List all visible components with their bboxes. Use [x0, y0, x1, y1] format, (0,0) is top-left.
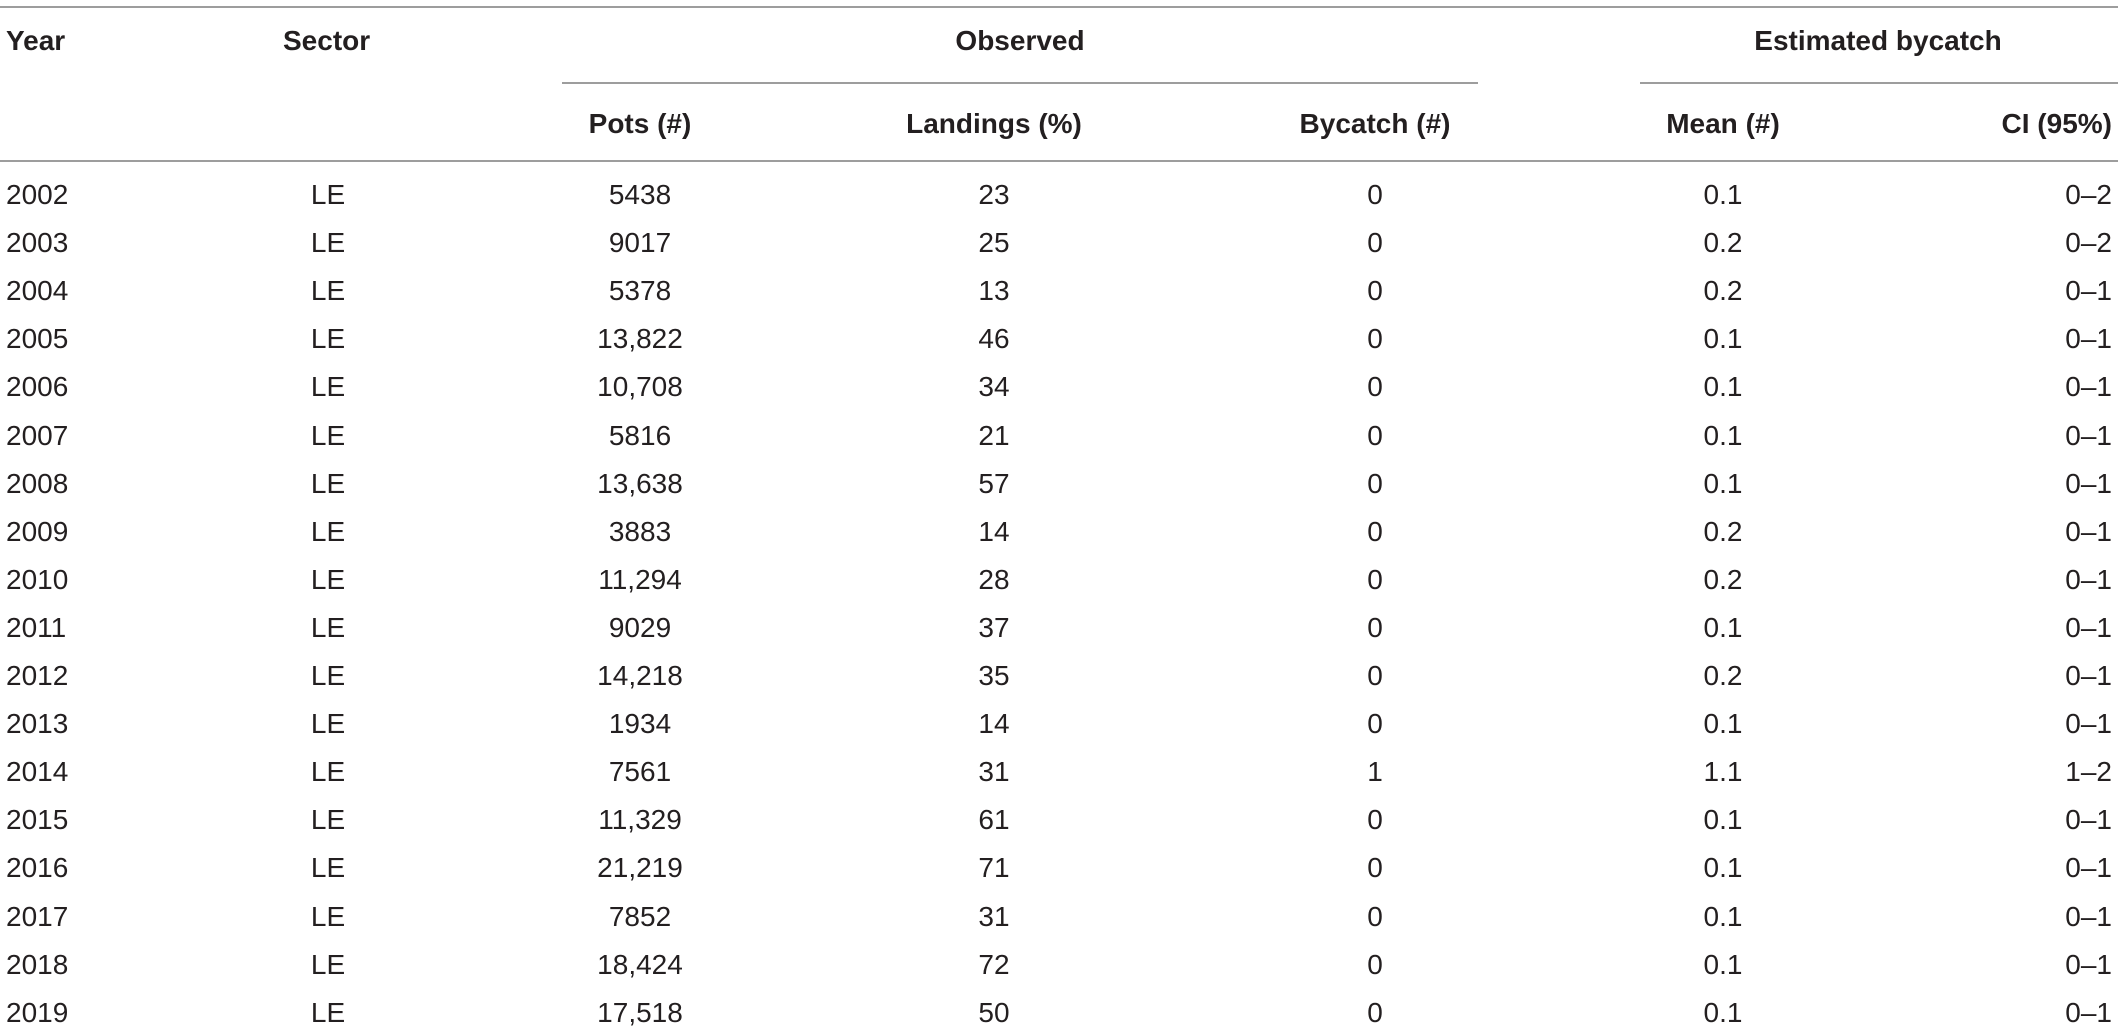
cell-year: 2005 [6, 323, 69, 355]
cell-ci: 0–1 [2065, 804, 2112, 836]
cell-sector: LE [310, 660, 346, 691]
cell-bycatch: 0 [1367, 563, 1383, 595]
cell-landings: 25 [978, 227, 1010, 259]
cell-year: 2012 [6, 660, 69, 691]
cell-pots: 13,822 [597, 323, 683, 355]
header-landings: Landings (%) [906, 108, 1082, 139]
header-pots: Pots (#) [588, 108, 692, 139]
cell-mean: 0.1 [1703, 900, 1743, 932]
cell-year: 2002 [6, 179, 69, 210]
top-rule [0, 6, 2118, 8]
cell-mean: 0.1 [1703, 708, 1743, 740]
cell-bycatch: 1 [1367, 756, 1383, 788]
cell-landings: 61 [978, 804, 1010, 836]
cell-year: 2009 [6, 515, 69, 547]
cell-landings: 46 [978, 323, 1010, 355]
cell-mean: 0.1 [1703, 996, 1743, 1028]
cell-sector: LE [310, 804, 346, 836]
cell-sector: LE [310, 323, 346, 355]
cell-year: 2004 [6, 275, 69, 307]
cell-pots: 5438 [608, 179, 672, 210]
header-mean: Mean (#) [1666, 108, 1780, 139]
cell-bycatch: 0 [1367, 515, 1383, 547]
cell-year: 2018 [6, 948, 69, 980]
cell-ci: 0–1 [2065, 660, 2112, 691]
cell-landings: 71 [978, 852, 1010, 884]
cell-mean: 0.2 [1703, 563, 1743, 595]
cell-ci: 0–1 [2065, 996, 2112, 1028]
cell-landings: 28 [978, 563, 1010, 595]
cell-pots: 5816 [608, 419, 672, 451]
header-estimated-bycatch: Estimated bycatch [1754, 25, 2002, 56]
cell-sector: LE [310, 852, 346, 884]
cell-landings: 34 [978, 371, 1010, 403]
cell-ci: 0–1 [2065, 515, 2112, 547]
cell-ci: 0–1 [2065, 323, 2112, 355]
cell-bycatch: 0 [1367, 804, 1383, 836]
cell-ci: 0–1 [2065, 467, 2112, 499]
cell-ci: 0–1 [2065, 611, 2112, 643]
cell-ci: 0–1 [2065, 275, 2112, 307]
cell-pots: 14,218 [597, 660, 683, 691]
cell-sector: LE [310, 467, 346, 499]
header-observed: Observed [955, 25, 1085, 56]
cell-sector: LE [310, 756, 346, 788]
cell-bycatch: 0 [1367, 227, 1383, 259]
cell-bycatch: 0 [1367, 948, 1383, 980]
header-year: Year [6, 25, 66, 56]
observed-span-rule [562, 82, 1478, 84]
cell-ci: 0–1 [2065, 419, 2112, 451]
cell-ci: 0–2 [2065, 227, 2112, 259]
cell-year: 2014 [6, 756, 69, 788]
cell-year: 2013 [6, 708, 69, 740]
cell-bycatch: 0 [1367, 611, 1383, 643]
cell-landings: 37 [978, 611, 1010, 643]
cell-sector: LE [310, 227, 346, 259]
cell-sector: LE [310, 948, 346, 980]
cell-pots: 5378 [608, 275, 672, 307]
cell-sector: LE [310, 611, 346, 643]
cell-bycatch: 0 [1367, 419, 1383, 451]
header-sector: Sector [283, 25, 371, 56]
cell-landings: 31 [978, 756, 1010, 788]
cell-ci: 0–2 [2065, 179, 2112, 210]
cell-mean: 1.1 [1703, 756, 1743, 788]
cell-landings: 21 [978, 419, 1010, 451]
cell-pots: 7852 [608, 900, 672, 932]
cell-sector: LE [310, 515, 346, 547]
cell-pots: 3883 [608, 515, 672, 547]
cell-mean: 0.2 [1703, 515, 1743, 547]
cell-sector: LE [310, 371, 346, 403]
cell-bycatch: 0 [1367, 371, 1383, 403]
cell-pots: 10,708 [597, 371, 683, 403]
cell-pots: 9017 [608, 227, 672, 259]
cell-pots: 17,518 [597, 996, 683, 1028]
cell-pots: 11,329 [598, 804, 682, 836]
cell-mean: 0.1 [1703, 371, 1743, 403]
cell-bycatch: 0 [1367, 323, 1383, 355]
cell-pots: 21,219 [597, 852, 683, 884]
cell-mean: 0.1 [1703, 419, 1743, 451]
cell-sector: LE [310, 179, 346, 210]
cell-pots: 11,294 [598, 563, 682, 595]
cell-bycatch: 0 [1367, 467, 1383, 499]
cell-bycatch: 0 [1367, 275, 1383, 307]
cell-sector: LE [310, 563, 346, 595]
header-ci: CI (95%) [2001, 108, 2112, 139]
cell-year: 2019 [6, 996, 69, 1028]
cell-bycatch: 0 [1367, 996, 1383, 1028]
cell-landings: 72 [978, 948, 1010, 980]
cell-year: 2003 [6, 227, 69, 259]
cell-bycatch: 0 [1367, 900, 1383, 932]
cell-ci: 1–2 [2065, 756, 2112, 788]
cell-mean: 0.1 [1703, 611, 1743, 643]
cell-sector: LE [310, 900, 346, 932]
cell-year: 2008 [6, 467, 69, 499]
cell-landings: 13 [978, 275, 1010, 307]
header-bottom-rule [0, 160, 2118, 162]
cell-landings: 57 [978, 467, 1010, 499]
cell-sector: LE [310, 996, 346, 1028]
cell-mean: 0.2 [1703, 227, 1743, 259]
estimated-span-rule [1640, 82, 2118, 84]
cell-mean: 0.1 [1703, 852, 1743, 884]
cell-mean: 0.1 [1703, 804, 1743, 836]
cell-pots: 18,424 [597, 948, 683, 980]
cell-mean: 0.1 [1703, 179, 1743, 210]
cell-landings: 14 [978, 515, 1010, 547]
cell-pots: 9029 [608, 611, 672, 643]
cell-year: 2017 [6, 900, 69, 932]
cell-year: 2016 [6, 852, 69, 884]
cell-year: 2010 [6, 563, 69, 595]
cell-year: 2011 [6, 611, 67, 643]
cell-year: 2006 [6, 371, 69, 403]
cell-pots: 7561 [608, 756, 672, 788]
cell-landings: 35 [978, 660, 1010, 691]
cell-landings: 31 [978, 900, 1010, 932]
cell-ci: 0–1 [2065, 563, 2112, 595]
cell-ci: 0–1 [2065, 371, 2112, 403]
cell-bycatch: 0 [1367, 179, 1383, 210]
cell-ci: 0–1 [2065, 948, 2112, 980]
cell-pots: 1934 [608, 708, 672, 740]
cell-mean: 0.1 [1703, 467, 1743, 499]
cell-sector: LE [310, 419, 346, 451]
cell-landings: 14 [978, 708, 1010, 740]
cell-mean: 0.2 [1703, 660, 1743, 691]
header-bycatch: Bycatch (#) [1299, 108, 1451, 139]
cell-landings: 23 [978, 179, 1010, 210]
cell-bycatch: 0 [1367, 660, 1383, 691]
cell-sector: LE [310, 275, 346, 307]
cell-ci: 0–1 [2065, 852, 2112, 884]
cell-mean: 0.1 [1703, 323, 1743, 355]
cell-year: 2007 [6, 419, 69, 451]
cell-pots: 13,638 [597, 467, 683, 499]
cell-ci: 0–1 [2065, 900, 2112, 932]
cell-mean: 0.2 [1703, 275, 1743, 307]
cell-mean: 0.1 [1703, 948, 1743, 980]
cell-bycatch: 0 [1367, 708, 1383, 740]
cell-year: 2015 [6, 804, 69, 836]
cell-landings: 50 [978, 996, 1010, 1028]
cell-ci: 0–1 [2065, 708, 2112, 740]
cell-bycatch: 0 [1367, 852, 1383, 884]
cell-sector: LE [310, 708, 346, 740]
